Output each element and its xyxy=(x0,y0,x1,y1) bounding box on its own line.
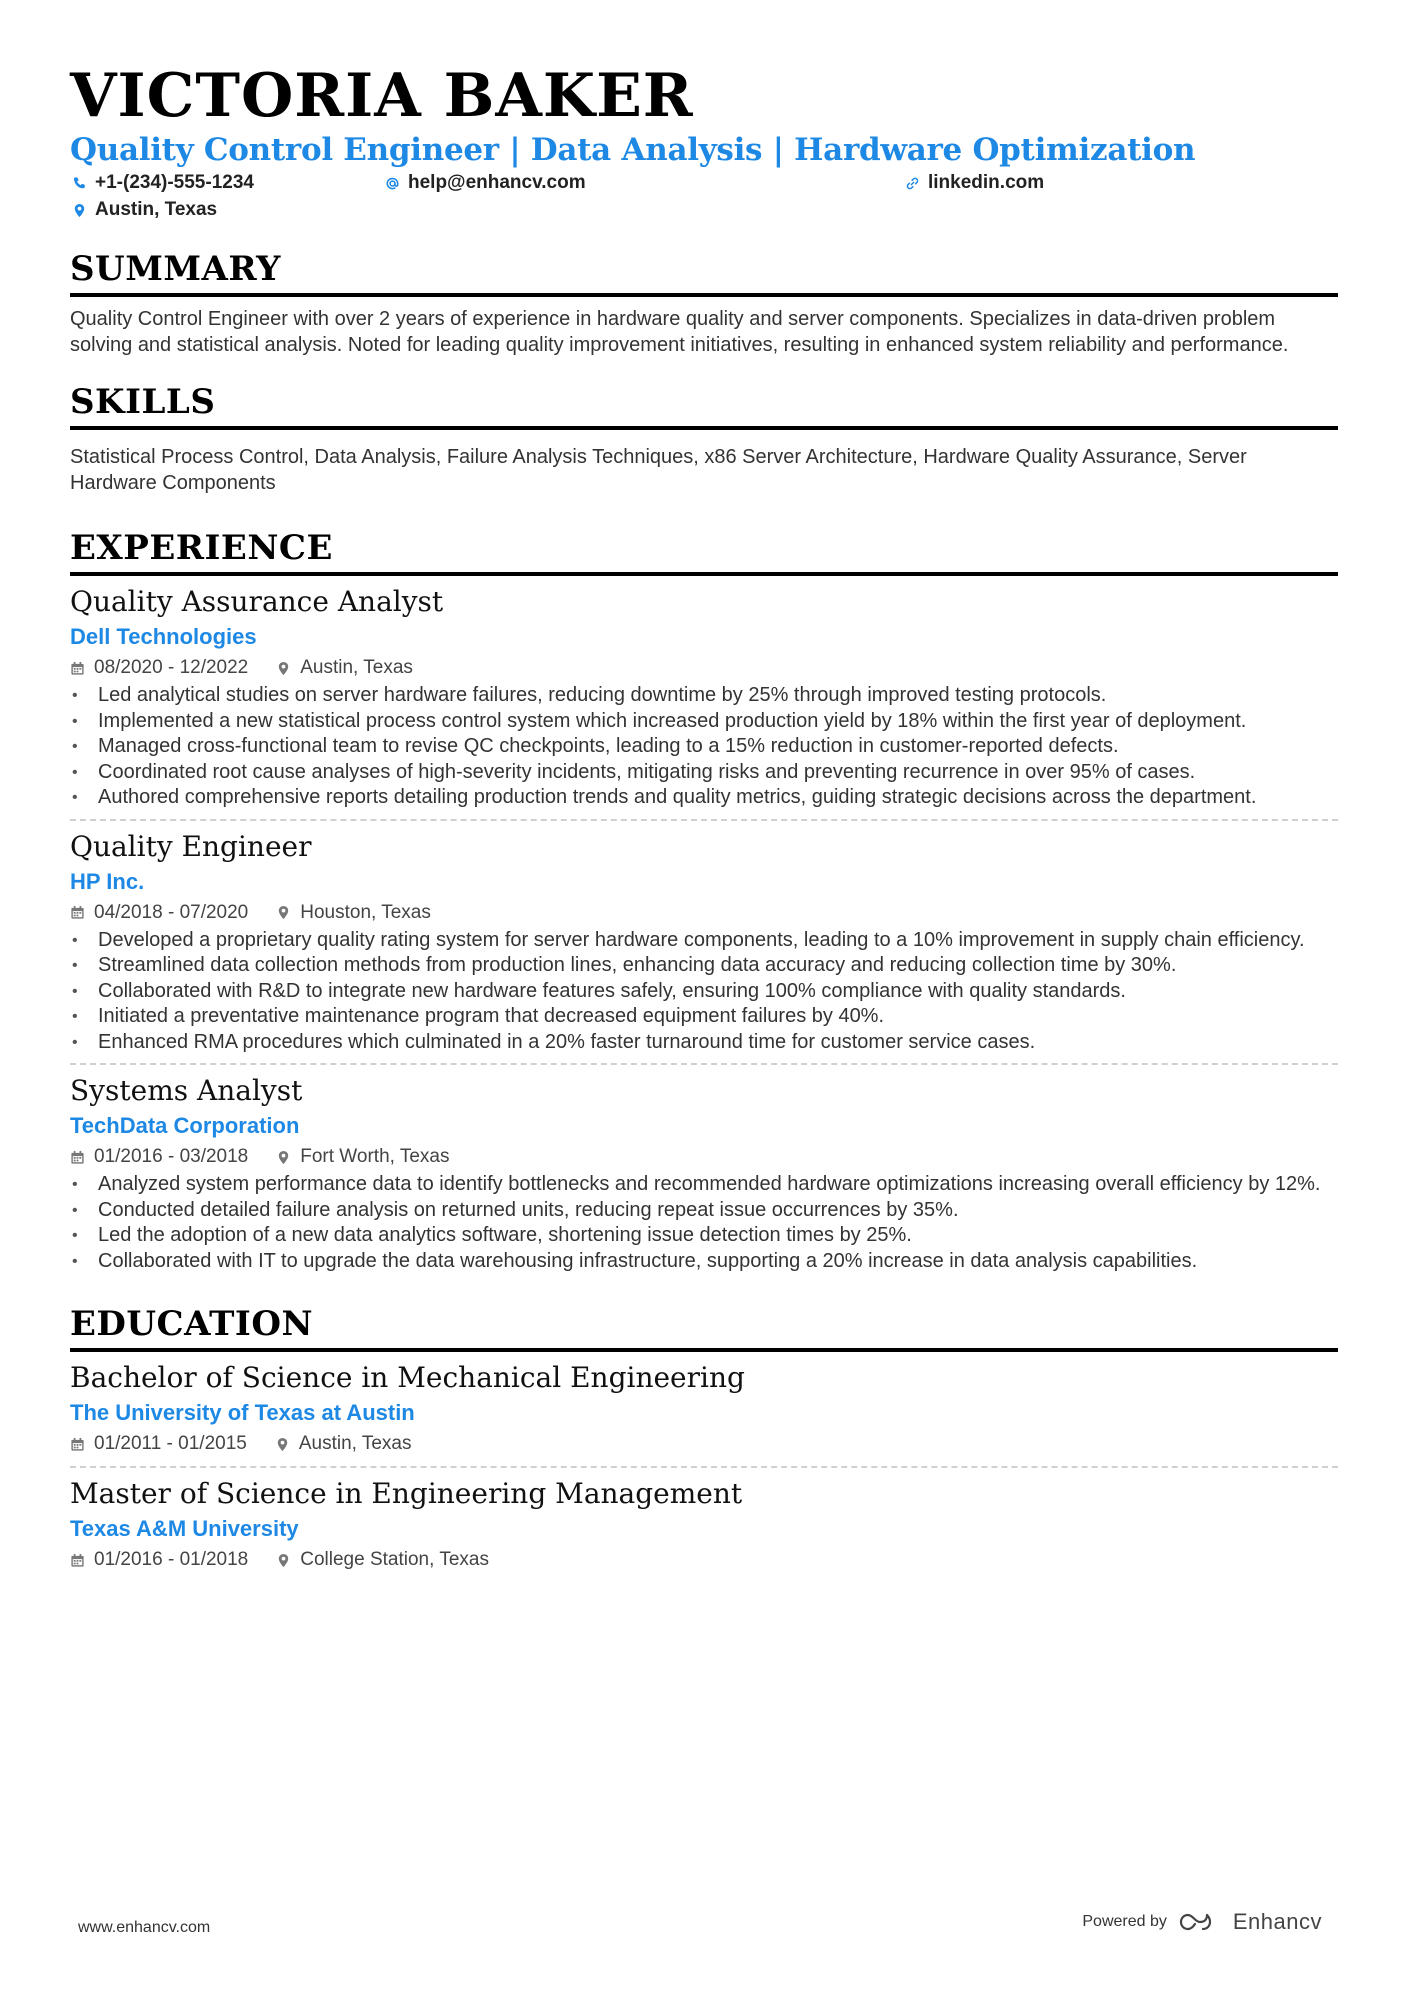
company-name: HP Inc. xyxy=(70,868,145,894)
resume-page xyxy=(70,60,1338,1574)
contact-phone[interactable] xyxy=(72,172,254,194)
location-pin-icon xyxy=(276,905,291,920)
brand-name: Enhancv xyxy=(1232,1909,1322,1934)
bullet-item: • Coordinated root cause analyses of high-severity incidents, mitigating risks and preventing recurrence in over 95% of cases. xyxy=(70,760,1338,786)
enhancv-logo-icon xyxy=(1177,1910,1223,1934)
job-dates: 04/2018 - 07/2020 xyxy=(94,901,249,923)
education-heading: EDUCATION xyxy=(70,1304,1338,1352)
email-text: help@enhancv.com xyxy=(408,172,586,193)
bullet-item: • Implemented a new statistical process control system which increased production yield by 18% within the first year of deployment. xyxy=(70,709,1338,735)
phone-text: +1-(234)-555-1234 xyxy=(95,172,254,193)
contact-location xyxy=(72,199,217,221)
contact-email[interactable] xyxy=(385,172,586,194)
school-name: The University of Texas at Austin xyxy=(70,1400,415,1425)
degree-title: Master of Science in Engineering Management xyxy=(70,1477,743,1510)
bullet-item: • Initiated a preventative maintenance program that decreased equipment failures by 40%. xyxy=(70,1004,1338,1030)
bullet-item: • Streamlined data collection methods from production lines, enhancing data accuracy and reducing collection time by 30%. xyxy=(70,953,1338,979)
company-name: TechData Corporation xyxy=(70,1113,300,1138)
bullet-item: • Managed cross-functional team to revise QC checkpoints, leading to a 15% reduction in customer-reported defects. xyxy=(70,734,1338,760)
skills-section xyxy=(70,382,1338,496)
education-location: College Station, Texas xyxy=(300,1549,489,1570)
company-name: Dell Technologies xyxy=(70,624,257,649)
bullet-item: • Led analytical studies on server hardware failures, reducing downtime by 25% through improved testing protocols. xyxy=(70,683,1338,709)
job-title: Quality Assurance Analyst xyxy=(70,585,444,618)
location-pin-icon xyxy=(276,1150,291,1165)
experience-entry xyxy=(70,829,1338,1056)
job-dates: 08/2020 - 12/2022 xyxy=(94,657,249,678)
school-name: Texas A&M University xyxy=(70,1516,299,1541)
education-location: Austin, Texas xyxy=(298,1433,412,1454)
education-entry xyxy=(70,1476,1338,1574)
job-meta xyxy=(70,899,1338,927)
summary-text: Quality Control Engineer with over 2 years of experience in hardware quality and server components. Specializes in data-driven problem solving and statistical analysis. Noted for leading quality improvement initiatives, resulting in enhanced system reliability and performance. xyxy=(70,308,1289,356)
location-pin-icon xyxy=(72,203,87,218)
calendar-icon xyxy=(70,1553,85,1568)
degree-title: Bachelor of Science in Mechanical Engineering xyxy=(70,1361,745,1394)
calendar-icon xyxy=(70,905,85,920)
bullet-item: • Collaborated with IT to upgrade the data warehousing infrastructure, supporting a 20% increase in data analysis capabilities. xyxy=(70,1249,1338,1275)
powered-by-text: Powered by xyxy=(1082,1913,1167,1930)
linkedin-text: linkedin.com xyxy=(928,172,1045,193)
bullet-item: • Authored comprehensive reports detailing production trends and quality metrics, guiding strategic decisions across the department. xyxy=(70,785,1338,811)
job-title: Systems Analyst xyxy=(70,1074,303,1107)
calendar-icon xyxy=(70,1150,85,1165)
job-bullets xyxy=(70,1172,1338,1274)
location-text: Austin, Texas xyxy=(95,199,218,220)
candidate-name: VICTORIA BAKER xyxy=(70,61,694,131)
entry-divider xyxy=(70,1466,1338,1468)
education-section xyxy=(70,1304,1338,1574)
experience-section xyxy=(70,528,1338,1274)
job-bullets xyxy=(70,928,1338,1056)
location-pin-icon xyxy=(276,661,291,676)
at-icon xyxy=(385,176,400,191)
job-meta xyxy=(70,654,1338,682)
skills-text: Statistical Process Control, Data Analysis, Failure Analysis Techniques, x86 Server Architecture, Hardware Quality Assurance, Server Hardware Components xyxy=(70,446,1247,494)
calendar-icon xyxy=(70,661,85,676)
summary-heading: SUMMARY xyxy=(70,249,1338,297)
location-pin-icon xyxy=(276,1553,291,1568)
location-pin-icon xyxy=(275,1437,290,1452)
summary-section xyxy=(70,249,1338,358)
job-title: Quality Engineer xyxy=(70,829,312,863)
education-dates: 01/2016 - 01/2018 xyxy=(94,1549,249,1570)
bullet-item: • Conducted detailed failure analysis on returned units, reducing repeat issue occurrences by 35%. xyxy=(70,1198,1338,1224)
job-meta xyxy=(70,1143,1338,1171)
experience-heading: EXPERIENCE xyxy=(70,528,1338,576)
skills-heading: SKILLS xyxy=(70,382,1338,430)
experience-entry xyxy=(70,1073,1338,1274)
job-bullets xyxy=(70,683,1338,811)
phone-icon xyxy=(72,176,87,191)
job-location: Houston, Texas xyxy=(300,901,431,923)
contact-block xyxy=(70,170,1338,224)
bullet-item: • Enhanced RMA procedures which culminated in a 20% faster turnaround time for customer service cases. xyxy=(70,1030,1338,1056)
education-meta xyxy=(70,1546,1338,1574)
education-entry xyxy=(70,1360,1338,1458)
entry-divider xyxy=(70,1063,1338,1065)
calendar-icon xyxy=(70,1437,85,1452)
headline: Quality Control Engineer | Data Analysis | Hardware Optimization xyxy=(70,132,1196,168)
footer-website[interactable]: www.enhancv.com xyxy=(78,1919,211,1936)
entry-divider xyxy=(70,819,1338,821)
link-icon xyxy=(905,176,920,191)
footer-branding[interactable] xyxy=(1082,1909,1322,1935)
bullet-item: • Led the adoption of a new data analytics software, shortening issue detection times by 25%. xyxy=(70,1223,1338,1249)
job-dates: 01/2016 - 03/2018 xyxy=(94,1146,249,1167)
job-location: Fort Worth, Texas xyxy=(300,1146,450,1167)
contact-linkedin[interactable] xyxy=(905,172,1044,194)
education-dates: 01/2011 - 01/2015 xyxy=(94,1433,247,1454)
job-location: Austin, Texas xyxy=(300,657,413,678)
bullet-item: • Developed a proprietary quality rating system for server hardware components, leading to a 10% improvement in supply chain efficiency. xyxy=(70,928,1338,954)
experience-entry xyxy=(70,584,1338,811)
bullet-item: • Collaborated with R&D to integrate new hardware features safely, ensuring 100% compliance with quality standards. xyxy=(70,979,1338,1005)
education-meta xyxy=(70,1430,1338,1458)
bullet-item: • Analyzed system performance data to identify bottlenecks and recommended hardware optimizations increasing overall efficiency by 12%. xyxy=(70,1172,1338,1198)
